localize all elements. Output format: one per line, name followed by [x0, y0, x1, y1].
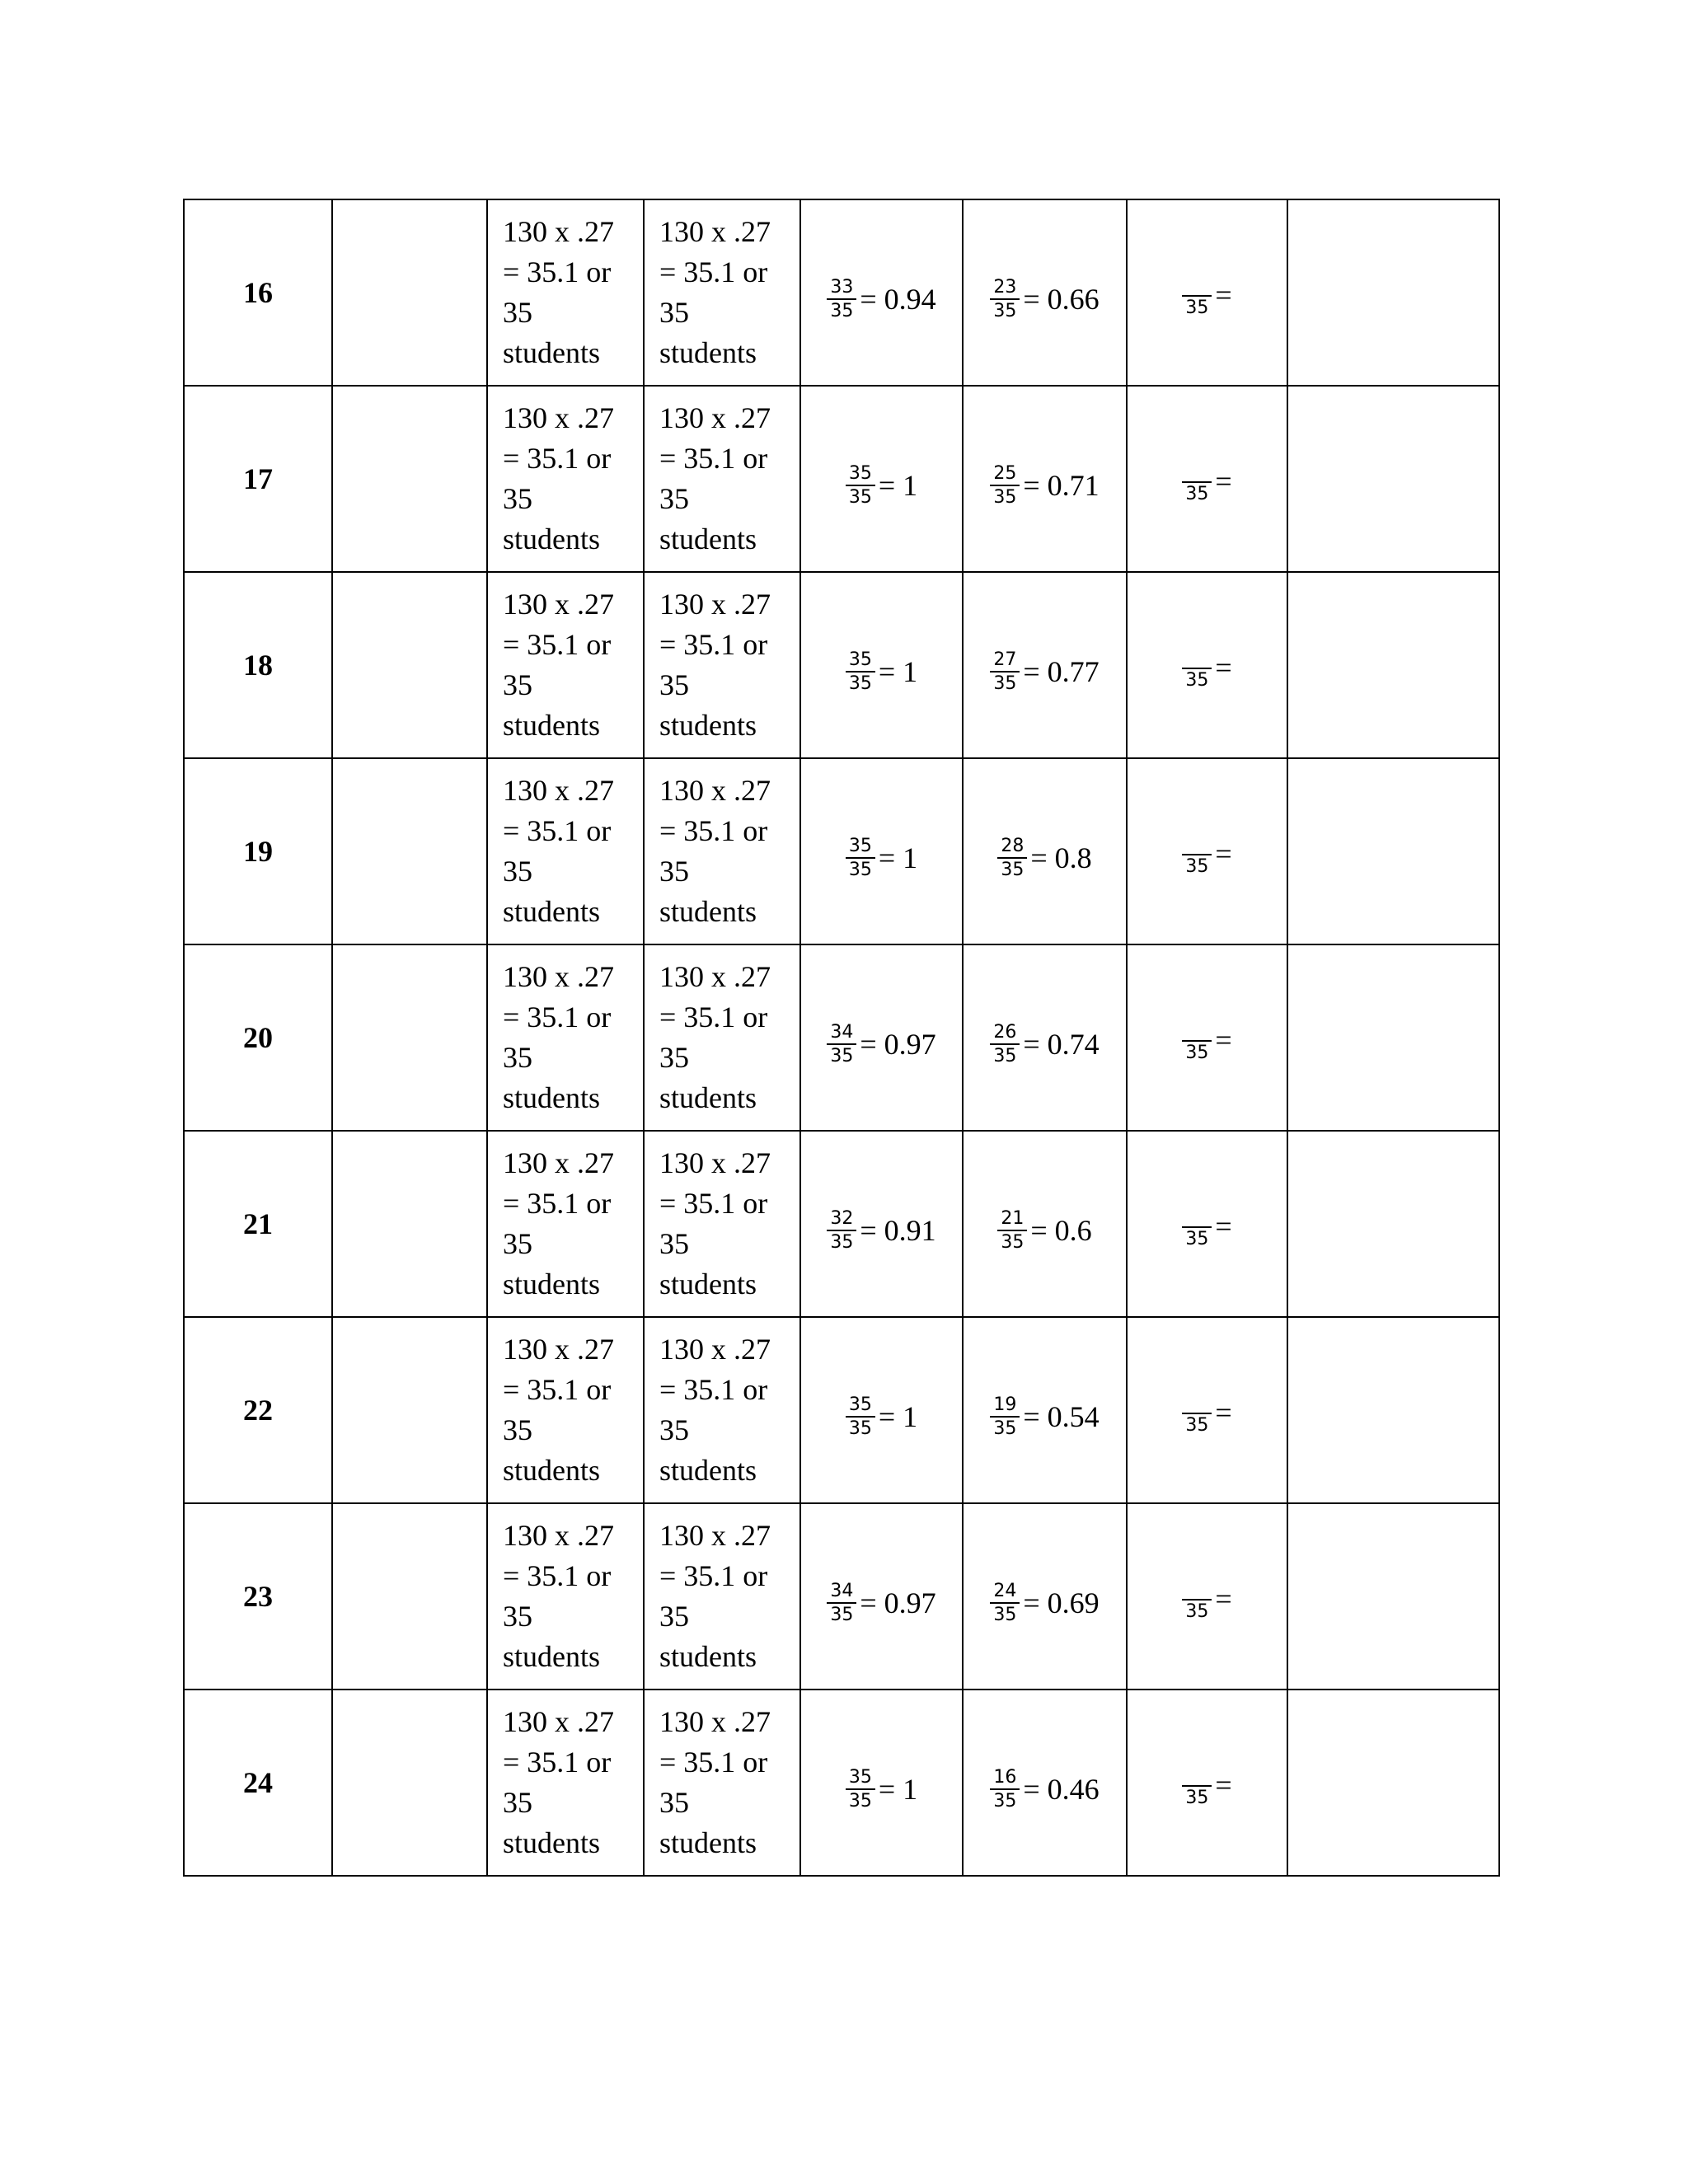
calculation-line: 130 x .27 — [503, 215, 614, 248]
fraction-cell — [963, 1690, 1127, 1876]
fraction — [1182, 1577, 1212, 1623]
fraction-denominator: 35 — [830, 1046, 854, 1066]
fraction-cell — [800, 386, 963, 572]
fraction — [1182, 645, 1212, 691]
blank-fraction-cell — [1127, 1317, 1287, 1503]
fraction-denominator: 35 — [830, 301, 854, 321]
calculation-cell — [644, 199, 800, 386]
calculation-line: 35 — [659, 1041, 689, 1074]
fraction-result: = 0.77 — [1023, 654, 1100, 688]
data-table — [183, 199, 1500, 1877]
calculation-line: 35 — [503, 1413, 532, 1446]
row-number-cell: 19 — [184, 758, 332, 944]
fraction-result: = 0.46 — [1023, 1772, 1100, 1806]
fraction-expression — [1182, 832, 1231, 878]
calculation-line: = 35.1 or — [503, 814, 612, 847]
fraction-denominator: 35 — [1185, 855, 1209, 877]
empty-cell — [332, 199, 487, 386]
calculation-line: students — [659, 1268, 757, 1301]
empty-cell — [332, 572, 487, 758]
row-number-cell: 24 — [184, 1690, 332, 1876]
table-row — [184, 386, 1499, 572]
calculation-cell — [487, 386, 644, 572]
calculation-line: students — [659, 336, 757, 369]
row-number-cell: 18 — [184, 572, 332, 758]
fraction-expression — [1182, 1018, 1231, 1064]
calculation-line: 35 — [503, 482, 532, 515]
table-row — [184, 572, 1499, 758]
fraction-cell — [800, 1131, 963, 1317]
fraction-cell — [963, 199, 1127, 386]
table-body — [184, 199, 1499, 1876]
calculation-line: students — [659, 895, 757, 928]
calculation-line: 130 x .27 — [503, 588, 614, 621]
calculation-line: = 35.1 or — [659, 814, 768, 847]
calculation-line: students — [659, 1081, 757, 1114]
fraction-denominator: 35 — [993, 1791, 1017, 1811]
fraction-result: = — [1215, 837, 1232, 870]
calculation-line: 130 x .27 — [503, 774, 614, 807]
calculation-line: 35 — [503, 1786, 532, 1819]
fraction-expression — [1182, 645, 1231, 691]
fraction-cell — [800, 199, 963, 386]
calculation-line: = 35.1 or — [659, 255, 768, 288]
fraction-expression — [827, 1021, 935, 1067]
fraction-result: = 1 — [878, 1399, 918, 1433]
calculation-line: 130 x .27 — [503, 401, 614, 434]
fraction-result: = — [1215, 651, 1232, 684]
fraction-result: = 1 — [878, 468, 918, 502]
calculation-line: 35 — [659, 1413, 689, 1446]
fraction-denominator: 35 — [848, 673, 872, 694]
calculation-line: 35 — [503, 855, 532, 888]
calculation-cell — [644, 1317, 800, 1503]
calculation-line: students — [503, 523, 601, 555]
fraction-result: = 0.74 — [1023, 1027, 1100, 1061]
blank-fraction-cell — [1127, 386, 1287, 572]
fraction-cell — [963, 944, 1127, 1131]
fraction-result: = — [1215, 1769, 1232, 1802]
calculation-line: 35 — [659, 1227, 689, 1260]
fraction-numerator: 32 — [827, 1207, 856, 1231]
fraction — [1182, 832, 1212, 878]
row-number-cell: 20 — [184, 944, 332, 1131]
table-row — [184, 1317, 1499, 1503]
fraction-expression — [990, 649, 1099, 695]
calculation-line: 35 — [503, 1041, 532, 1074]
calculation-line: 35 — [659, 1786, 689, 1819]
fraction-expression — [1182, 273, 1231, 319]
fraction — [846, 649, 875, 695]
calculation-line: 130 x .27 — [503, 1519, 614, 1552]
fraction-denominator: 35 — [1185, 1601, 1209, 1622]
fraction-denominator: 35 — [993, 487, 1017, 508]
calculation-line: = 35.1 or — [659, 1746, 768, 1779]
fraction-result: = 1 — [878, 654, 918, 688]
fraction-result: = 0.91 — [860, 1213, 936, 1247]
fraction-numerator: 35 — [846, 1766, 875, 1790]
fraction-result: = — [1215, 1210, 1232, 1243]
fraction-denominator: 35 — [1185, 483, 1209, 504]
fraction-result: = 0.97 — [860, 1027, 936, 1061]
blank-fraction-cell — [1127, 1690, 1287, 1876]
fraction-result: = 0.94 — [860, 282, 936, 316]
fraction-numerator: 25 — [990, 462, 1020, 486]
calculation-cell — [487, 1317, 644, 1503]
fraction-numerator: 35 — [846, 462, 875, 486]
table-row — [184, 1131, 1499, 1317]
fraction-result: = 1 — [878, 1772, 918, 1806]
blank-fraction-cell — [1127, 758, 1287, 944]
fraction — [990, 1580, 1020, 1626]
fraction-cell — [963, 572, 1127, 758]
fraction-expression — [990, 1021, 1099, 1067]
calculation-line: students — [503, 336, 601, 369]
fraction-numerator: 27 — [990, 649, 1020, 673]
empty-cell — [332, 386, 487, 572]
fraction-numerator — [1182, 1018, 1212, 1042]
fraction-denominator: 35 — [993, 1605, 1017, 1625]
blank-fraction-cell — [1127, 1131, 1287, 1317]
fraction-denominator: 35 — [848, 1418, 872, 1439]
fraction-cell — [800, 944, 963, 1131]
calculation-line: 35 — [659, 668, 689, 701]
fraction-numerator: 16 — [990, 1766, 1020, 1790]
calculation-line: 35 — [503, 1600, 532, 1633]
row-number-cell: 16 — [184, 199, 332, 386]
row-number-cell: 17 — [184, 386, 332, 572]
fraction-denominator: 35 — [848, 487, 872, 508]
fraction-expression — [846, 649, 917, 695]
calculation-cell — [644, 1690, 800, 1876]
calculation-line: = 35.1 or — [503, 1001, 612, 1033]
calculation-cell — [644, 572, 800, 758]
calculation-line: 130 x .27 — [659, 1333, 771, 1366]
fraction-numerator: 26 — [990, 1021, 1020, 1045]
calculation-line: 35 — [659, 855, 689, 888]
empty-cell — [332, 1131, 487, 1317]
fraction-result: = 0.54 — [1023, 1399, 1100, 1433]
fraction-result: = — [1215, 279, 1232, 312]
fraction-denominator: 35 — [1001, 860, 1025, 880]
fraction-expression — [1182, 1763, 1231, 1809]
empty-cell — [1287, 944, 1499, 1131]
fraction — [990, 462, 1020, 509]
fraction — [990, 1766, 1020, 1812]
fraction-expression — [846, 1394, 917, 1440]
fraction — [997, 1207, 1027, 1254]
empty-cell — [1287, 1131, 1499, 1317]
empty-cell — [332, 758, 487, 944]
fraction-denominator: 35 — [1185, 1414, 1209, 1436]
blank-fraction-cell — [1127, 199, 1287, 386]
fraction-expression — [1182, 459, 1231, 505]
fraction-numerator: 24 — [990, 1580, 1020, 1604]
calculation-cell — [487, 199, 644, 386]
calculation-line: = 35.1 or — [503, 1373, 612, 1406]
fraction-expression — [846, 462, 917, 509]
fraction-numerator: 34 — [827, 1580, 856, 1604]
calculation-line: students — [659, 1454, 757, 1487]
empty-cell — [1287, 1690, 1499, 1876]
calculation-line: = 35.1 or — [659, 1559, 768, 1592]
blank-fraction-cell — [1127, 572, 1287, 758]
fraction-numerator — [1182, 645, 1212, 669]
fraction-expression — [846, 1766, 917, 1812]
calculation-line: = 35.1 or — [503, 628, 612, 661]
fraction-cell — [800, 1317, 963, 1503]
fraction-result: = 0.66 — [1023, 282, 1100, 316]
fraction — [1182, 1390, 1212, 1436]
empty-cell — [1287, 386, 1499, 572]
fraction-numerator: 33 — [827, 276, 856, 300]
fraction-denominator: 35 — [1185, 1042, 1209, 1063]
fraction-denominator: 35 — [1001, 1232, 1025, 1253]
calculation-line: 35 — [659, 482, 689, 515]
fraction-numerator: 23 — [990, 276, 1020, 300]
fraction — [827, 1580, 856, 1626]
fraction-numerator — [1182, 273, 1212, 297]
calculation-line: 130 x .27 — [659, 215, 771, 248]
calculation-line: 35 — [503, 668, 532, 701]
calculation-line: 130 x .27 — [659, 1519, 771, 1552]
fraction-denominator: 35 — [848, 860, 872, 880]
blank-fraction-cell — [1127, 944, 1287, 1131]
fraction-cell — [963, 1131, 1127, 1317]
calculation-cell — [644, 386, 800, 572]
fraction-expression — [827, 1580, 935, 1626]
fraction-denominator: 35 — [830, 1605, 854, 1625]
fraction-expression — [997, 835, 1091, 881]
calculation-line: = 35.1 or — [659, 1373, 768, 1406]
calculation-line: 130 x .27 — [659, 1705, 771, 1738]
fraction — [997, 835, 1027, 881]
fraction-expression — [827, 276, 935, 322]
row-number-cell: 21 — [184, 1131, 332, 1317]
fraction-numerator: 21 — [997, 1207, 1027, 1231]
calculation-cell — [644, 1131, 800, 1317]
fraction — [827, 1021, 856, 1067]
calculation-line: = 35.1 or — [503, 1187, 612, 1220]
fraction — [827, 276, 856, 322]
calculation-line: 35 — [659, 296, 689, 329]
calculation-line: = 35.1 or — [503, 442, 612, 475]
fraction-result: = 1 — [878, 841, 918, 874]
calculation-line: = 35.1 or — [659, 628, 768, 661]
empty-cell — [1287, 1503, 1499, 1690]
fraction-numerator — [1182, 1204, 1212, 1228]
calculation-line: = 35.1 or — [503, 1559, 612, 1592]
fraction-result: = — [1215, 1024, 1232, 1057]
calculation-line: students — [503, 1081, 601, 1114]
table-row — [184, 1503, 1499, 1690]
fraction-cell — [963, 1317, 1127, 1503]
table-row — [184, 1690, 1499, 1876]
fraction-denominator: 35 — [993, 1418, 1017, 1439]
calculation-line: students — [503, 895, 601, 928]
fraction — [1182, 1763, 1212, 1809]
calculation-line: = 35.1 or — [659, 1001, 768, 1033]
calculation-line: students — [503, 1268, 601, 1301]
fraction-expression — [990, 462, 1099, 509]
fraction-expression — [1182, 1204, 1231, 1250]
calculation-line: students — [503, 709, 601, 742]
fraction-result: = 0.6 — [1030, 1213, 1092, 1247]
fraction-numerator — [1182, 459, 1212, 483]
calculation-cell — [487, 1131, 644, 1317]
fraction — [846, 1766, 875, 1812]
fraction-expression — [990, 276, 1099, 322]
fraction — [827, 1207, 856, 1254]
fraction-expression — [1182, 1577, 1231, 1623]
fraction-cell — [963, 386, 1127, 572]
calculation-line: 35 — [503, 1227, 532, 1260]
calculation-line: students — [659, 523, 757, 555]
calculation-line: students — [659, 1826, 757, 1859]
fraction-denominator: 35 — [1185, 1787, 1209, 1808]
fraction-numerator — [1182, 1390, 1212, 1414]
fraction-expression — [990, 1580, 1099, 1626]
fraction-numerator: 19 — [990, 1394, 1020, 1418]
calculation-line: 35 — [659, 1600, 689, 1633]
fraction-denominator: 35 — [830, 1232, 854, 1253]
calculation-line: students — [659, 709, 757, 742]
fraction-result: = 0.71 — [1023, 468, 1100, 502]
calculation-cell — [487, 572, 644, 758]
fraction-result: = 0.69 — [1023, 1586, 1100, 1619]
fraction-denominator: 35 — [993, 1046, 1017, 1066]
fraction-denominator: 35 — [1185, 669, 1209, 691]
fraction — [1182, 273, 1212, 319]
fraction-expression — [846, 835, 917, 881]
fraction-expression — [827, 1207, 935, 1254]
table-row — [184, 758, 1499, 944]
calculation-line: 35 — [503, 296, 532, 329]
fraction-result: = 0.8 — [1030, 841, 1092, 874]
calculation-cell — [487, 758, 644, 944]
table-row — [184, 944, 1499, 1131]
table-row — [184, 199, 1499, 386]
calculation-line: = 35.1 or — [659, 1187, 768, 1220]
fraction-result: = — [1215, 465, 1232, 498]
fraction — [1182, 459, 1212, 505]
fraction-numerator — [1182, 1577, 1212, 1601]
calculation-line: = 35.1 or — [659, 442, 768, 475]
row-number-cell: 22 — [184, 1317, 332, 1503]
empty-cell — [1287, 758, 1499, 944]
calculation-line: 130 x .27 — [503, 960, 614, 993]
fraction — [846, 1394, 875, 1440]
fraction-cell — [800, 1503, 963, 1690]
calculation-cell — [487, 1690, 644, 1876]
fraction-expression — [997, 1207, 1091, 1254]
fraction-result: = — [1215, 1396, 1232, 1429]
fraction-denominator: 35 — [1185, 297, 1209, 318]
fraction — [990, 1394, 1020, 1440]
fraction-cell — [963, 758, 1127, 944]
fraction-numerator: 34 — [827, 1021, 856, 1045]
fraction-numerator: 35 — [846, 1394, 875, 1418]
calculation-cell — [644, 944, 800, 1131]
calculation-line: 130 x .27 — [503, 1146, 614, 1179]
calculation-cell — [644, 758, 800, 944]
empty-cell — [332, 1317, 487, 1503]
blank-fraction-cell — [1127, 1503, 1287, 1690]
empty-cell — [332, 1503, 487, 1690]
fraction-numerator — [1182, 832, 1212, 855]
calculation-line: 130 x .27 — [659, 960, 771, 993]
fraction-numerator — [1182, 1763, 1212, 1787]
fraction-denominator: 35 — [993, 301, 1017, 321]
fraction-result: = — [1215, 1582, 1232, 1615]
empty-cell — [1287, 199, 1499, 386]
row-number-cell: 23 — [184, 1503, 332, 1690]
fraction — [1182, 1204, 1212, 1250]
fraction-expression — [990, 1766, 1099, 1812]
fraction — [990, 276, 1020, 322]
empty-cell — [1287, 572, 1499, 758]
fraction-cell — [800, 572, 963, 758]
fraction-denominator: 35 — [993, 673, 1017, 694]
fraction-cell — [800, 758, 963, 944]
calculation-cell — [644, 1503, 800, 1690]
fraction — [990, 649, 1020, 695]
calculation-cell — [487, 1503, 644, 1690]
fraction — [1182, 1018, 1212, 1064]
fraction-cell — [800, 1690, 963, 1876]
empty-cell — [1287, 1317, 1499, 1503]
fraction — [846, 462, 875, 509]
calculation-cell — [487, 944, 644, 1131]
calculation-line: students — [503, 1826, 601, 1859]
calculation-line: students — [503, 1640, 601, 1673]
calculation-line: = 35.1 or — [503, 1746, 612, 1779]
fraction-expression — [990, 1394, 1099, 1440]
fraction-cell — [963, 1503, 1127, 1690]
empty-cell — [332, 1690, 487, 1876]
fraction-numerator: 35 — [846, 835, 875, 859]
calculation-line: 130 x .27 — [659, 401, 771, 434]
calculation-line: 130 x .27 — [659, 1146, 771, 1179]
fraction-expression — [1182, 1390, 1231, 1436]
fraction-numerator: 28 — [997, 835, 1027, 859]
calculation-line: 130 x .27 — [503, 1333, 614, 1366]
fraction-numerator: 35 — [846, 649, 875, 673]
fraction — [846, 835, 875, 881]
calculation-line: 130 x .27 — [503, 1705, 614, 1738]
calculation-line: 130 x .27 — [659, 588, 771, 621]
fraction-result: = 0.97 — [860, 1586, 936, 1619]
calculation-line: students — [503, 1454, 601, 1487]
fraction-denominator: 35 — [1185, 1228, 1209, 1249]
empty-cell — [332, 944, 487, 1131]
fraction — [990, 1021, 1020, 1067]
calculation-line: 130 x .27 — [659, 774, 771, 807]
calculation-line: students — [659, 1640, 757, 1673]
fraction-denominator: 35 — [848, 1791, 872, 1811]
calculation-line: = 35.1 or — [503, 255, 612, 288]
